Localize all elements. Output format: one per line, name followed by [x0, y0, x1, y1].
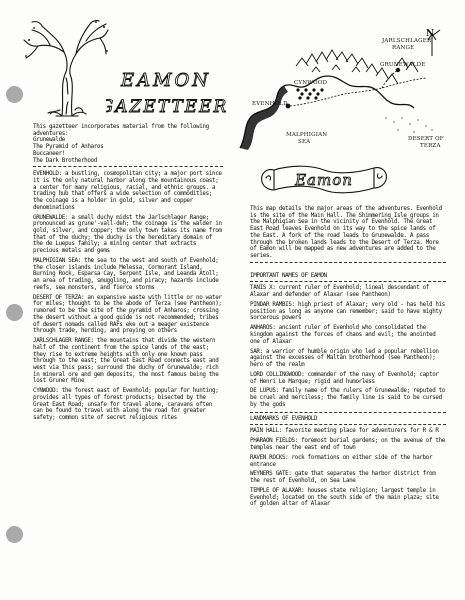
label-desert: DESERT OF: [408, 136, 444, 142]
divider: [250, 262, 446, 263]
tree-illustration: [20, 18, 110, 118]
punch-hole-bottom: [6, 526, 23, 543]
gazetteer-entry-grunewalde: GRUNEWALDE: a small duchy midst the Jarlschlager Range; pronounced as grune'-vall-deh; the coinage is the walder in gold, silver, and copper; the only town takes its name from that of the duchy; the duchy is the hereditary domain of the de Luepus family; a mining center that extracts precious metals and gems: [33, 214, 222, 255]
label-desert-2: TERZA: [420, 143, 441, 149]
forest: [296, 88, 323, 99]
gazetteer-entry-desert-of-terza: DESERT OF TERZA: an expansive waste with little or no water for miles; thought to be the abode of Terza (see Pantheon); rumored to be the site of the pyramid of Anharos; crossing the desert without a good guide is not recommended; tribes of desert nomads called RAFs eke out a meager existence through trade, herding, and preying on others: [33, 294, 222, 335]
landmarks-list: [250, 428, 446, 508]
gazetteer-entry-cynwood: CYNWOOD: the forest east of Evenhold; popular for hunting; provides all types of forest products; bisected by the Great East Road; unsafe for travel alone, caravans often can be found to travel with along the road for greater safety; common site of secret religious rites: [33, 388, 219, 422]
landmark-entry-raven-rocks: RAVEN ROCKS: rock formations on either side of the harbor entrance: [250, 454, 433, 468]
landmark-entry-main-hall: MAIN HALL: favorite meeting place for adventurers for R & R: [250, 428, 439, 435]
divider: [33, 166, 223, 167]
important-names-heading: IMPORTANT NAMES OF EAMON: [250, 272, 327, 279]
label-grunewalde: GRUNEWALDE: [380, 62, 426, 68]
landmark-entry-weyners-gate: WEYNERS GATE: gate that separates the harbor district from the rest of Evenhold, on Sea Lane: [250, 471, 436, 485]
eamon-scroll-banner: [254, 156, 394, 204]
left-column: [33, 124, 223, 425]
name-entry-de-lupus: DE LUPUS: family name of the rulers of Grunewalde; reputed to be cruel and merciless; the family line is said to be cursed by the gods: [250, 388, 445, 408]
right-column: [250, 206, 446, 511]
label-cynwood: CYNWOOD: [294, 80, 328, 86]
divider: [250, 424, 446, 425]
intro-adventure: Grunewalde: [33, 137, 65, 144]
name-entry-anharos: ANHAROS: ancient ruler of Evenhold who consolidated the kingdom against the forces of chaos and evil; the anointed one of Alaxar: [250, 325, 436, 345]
title-line-1: EAMON: [120, 70, 212, 91]
intro-adventure: The Pyramid of Anharos: [33, 144, 104, 151]
intro-adventure: Buccaneer!: [33, 150, 65, 157]
map-description: This map details the major areas of the adventures. Evenhold is the site of the Main Hall. The Shimmering Isle groups in the Malphigian Sea in the vicinity of Evenhold. The Great East Road leaves Evenhold on its way to the spice lands of the East. A fork of the road leads to Grunewalde. A pass through the broken lands leads to the Desert of Terza. More of Eamon will be mapped as new adventures are added to the series.: [250, 206, 442, 259]
label-sea: MALPHIGIAN: [286, 132, 328, 138]
name-entry-tanis: TANIS X: current ruler of Evenhold; lineal descendant of Alaxar and defender of Alaxar (see Pantheon): [250, 285, 430, 299]
divider: [250, 412, 446, 413]
scroll-label: Eamon: [295, 171, 353, 189]
north-label: N: [426, 29, 435, 39]
label-sea-2: SEA: [298, 139, 311, 145]
gazetteer-entry-malphigian-sea: MALPHIGIAN SEA: the sea to the west and south of Evenhold; the closer islands include Melessa, Cormorant Island, Burning Rock, Esparsa Cay, Serpent Isle, and Leanda Atoll; an area of trading, smuggling, and piracy; hazards include reefs, sea monsters, and fierce storms: [33, 258, 219, 291]
intro-block: [33, 124, 223, 164]
desert: [385, 117, 432, 132]
gazetteer-entry-evenhold: EVENHOLD: a bustling, cosmopolitan city; a major port since it is the only natural harbor along the mountainous coast; a center for many religious, racial, and ethnic groups. a trading hub that offers a wide selection of commodities; the coinage is a holder in gold, silver and copper denominations: [33, 171, 222, 211]
intro-lead: This gazetteer incorporates material from the following adventures:: [33, 124, 209, 137]
landmarks-heading: LANDMARKS OF EVENHOLD: [250, 415, 318, 422]
punch-hole-middle: [6, 304, 23, 321]
title-line-2: GAZETTEER: [106, 97, 226, 117]
label-evenhold: EVENHOLD: [252, 101, 288, 107]
landmark-entry-temple-of-alaxar: TEMPLE OF ALAXAR: houses state religion; largest temple in Evenhold; located on the south side of the main plaza; site of golden altar of Alaxar: [250, 488, 439, 508]
label-jarlschlager: JARLSCHLAGER: [382, 38, 432, 44]
page-title: [106, 64, 226, 124]
gazetteer-entry-jarlschlager-range: JARLSCHLAGER RANGE: the mountains that divide the western half of the continent from the spice lands of the east; they rise to extreme heights with only one known pass through to the east; the Great East Road connects east and west via this pass; surround the duchy of Grunewalde; rich in mineral ore and gem deposits, the most famous being the lost Gruner Mine: [33, 338, 219, 385]
coast-shading: [240, 86, 288, 150]
important-names-list: [250, 285, 446, 408]
name-entry-pindar-rambis: PINDAR RAMBIS: high priest of Alaxar; very old - has held his position as long as anyone can remember; said to have mighty sorcerous powers: [250, 301, 445, 322]
intro-adventure: The Dark Brotherhood: [33, 157, 97, 164]
name-entry-lord-collingwood: LORD COLLINGWOOD: commander of the navy of Evenhold; captor of Henri Le Marque; rigid and humorless: [250, 371, 439, 385]
region-map: [236, 26, 456, 154]
divider: [250, 281, 446, 282]
landmark-entry-pharaon-fields: PHARAON FIELDS: foremost burial gardens; on the avenue of the temples near the east end of town: [250, 438, 445, 451]
name-entry-sar: SAR: a warrior of humble origin who led a popular rebellion against the excesses of Maltan brotherhood (see Pantheon); hero of the realm: [250, 348, 439, 368]
label-jarlschlager-2: RANGE: [392, 45, 415, 51]
grunewalde-marker: [396, 68, 400, 72]
